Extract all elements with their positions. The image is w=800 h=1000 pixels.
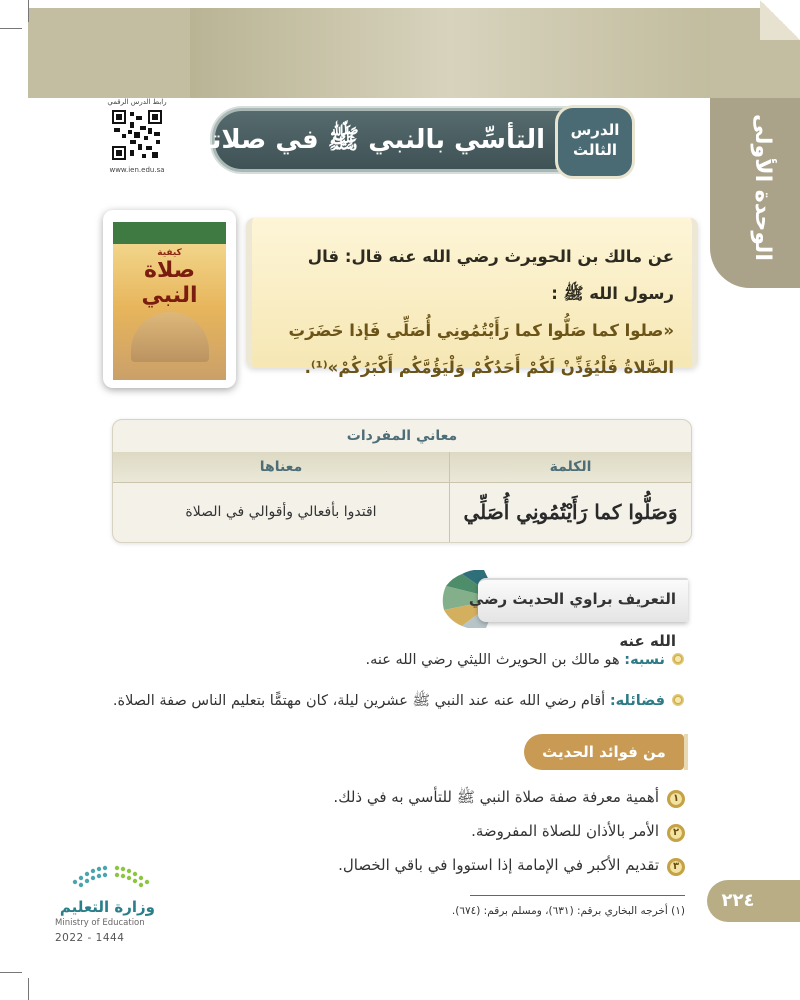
column-meaning-header: معناها [259, 459, 303, 475]
unit-label: الوحدة الأولى [750, 113, 775, 261]
benefit-number: ١ [667, 790, 685, 808]
footnote-rule [470, 895, 685, 896]
flower-bullet-icon [671, 652, 685, 666]
lineage-key: نسبه: [624, 652, 665, 668]
benefit-item [471, 822, 685, 842]
qr-link[interactable] [103, 98, 171, 193]
crop-mark [28, 978, 29, 1000]
column-word-header: الكلمة [549, 459, 592, 475]
crop-mark [0, 972, 22, 973]
footnote: (١) أخرجه البخاري برقم: (٦٣١)، ومسلم برقم: (٦٧٤). [451, 905, 685, 917]
qr-url: www.ien.edu.sa [109, 166, 165, 174]
lesson-badge-line2: الثالث [572, 141, 618, 159]
lineage-value: هو مالك بن الحويرث الليثي رضي الله عنه. [365, 652, 625, 668]
vocab-meaning: اقتدوا بأفعالي وأقوالي في الصلاة [185, 504, 377, 520]
ministry-arabic-name: وزارة التعليم [59, 898, 155, 916]
vocabulary-heading: معاني المفردات [113, 420, 691, 453]
benefit-item [338, 856, 685, 876]
hadith-box [246, 218, 698, 377]
hadith-intro: عن مالك بن الحويرث رضي الله عنه قال: قال رسول الله ﷺ : [307, 247, 674, 303]
book-title: صلاة النبي [141, 258, 198, 308]
benefit-text: أهمية معرفة صفة صلاة النبي ﷺ للتأسي به في ذلك. [333, 788, 659, 806]
benefits-heading: من فوائد الحديث [524, 734, 684, 770]
benefit-number: ٢ [667, 824, 685, 842]
top-band-highlight [190, 8, 710, 98]
virtues-value: أقام رضي الله عنه عند النبي ﷺ عشرين ليلة، كان مهتمًّا بتعليم الناس صفة الصلاة. [112, 693, 610, 709]
lesson-title: التأسِّي بالنبي ﷺ في صلاته [195, 125, 545, 155]
benefit-text: الأمر بالأذان للصلاة المفروضة. [471, 822, 659, 840]
benefit-item [333, 788, 685, 810]
ministry-english-name: Ministry of Education [55, 918, 145, 928]
qr-code-icon [112, 110, 162, 160]
benefit-number: ٣ [667, 858, 685, 876]
flower-bullet-icon [671, 693, 685, 707]
vocab-word: وَصَلُّوا كما رَأَيْتُمُونِي أُصَلِّي [463, 500, 678, 524]
virtues-key: فضائله: [609, 693, 665, 709]
hadith-quote: «صلوا كما صَلُّوا كما رَأَيْتُمُونِي أُصَلِّي فَإذا حَضَرَتِ الصَّلاةُ فَلْيُؤَذِّنْ لَكُمْ أَحَدُكُمْ وَلْيَؤُمَّكُم أَكْبَرُكُمْ»⁽¹⁾. [288, 321, 674, 377]
lineage-line [365, 652, 685, 668]
lesson-badge-line1: الدرس [570, 121, 620, 139]
book-cover-art [113, 222, 226, 380]
virtues-line [113, 692, 685, 713]
book-cover-image [103, 210, 236, 388]
page-number: ٢٢٤ [707, 880, 769, 922]
narrator-heading: التعريف براوي الحديث رضي الله عنه [468, 590, 676, 650]
crop-mark [0, 28, 22, 29]
page-number-tab [769, 880, 800, 922]
hadith-text-block [264, 238, 674, 386]
page-corner [760, 0, 800, 40]
vocabulary-column-headers [113, 452, 691, 483]
ministry-logo [55, 862, 165, 952]
ministry-dots-icon [69, 862, 153, 892]
mosque-dome-icon [131, 312, 209, 362]
lesson-badge [555, 105, 635, 179]
lesson-title-banner [195, 108, 628, 172]
ministry-year: 2022 - 1444 [55, 932, 125, 944]
book-subtitle: كيفية [157, 248, 182, 258]
qr-caption: رابط الدرس الرقمي [107, 98, 167, 106]
crop-mark [28, 0, 29, 22]
vocabulary-table [112, 419, 692, 543]
narrator-section-header [440, 570, 688, 650]
benefit-text: تقديم الأكبر في الإمامة إذا استووا في باقي الخصال. [338, 856, 659, 874]
